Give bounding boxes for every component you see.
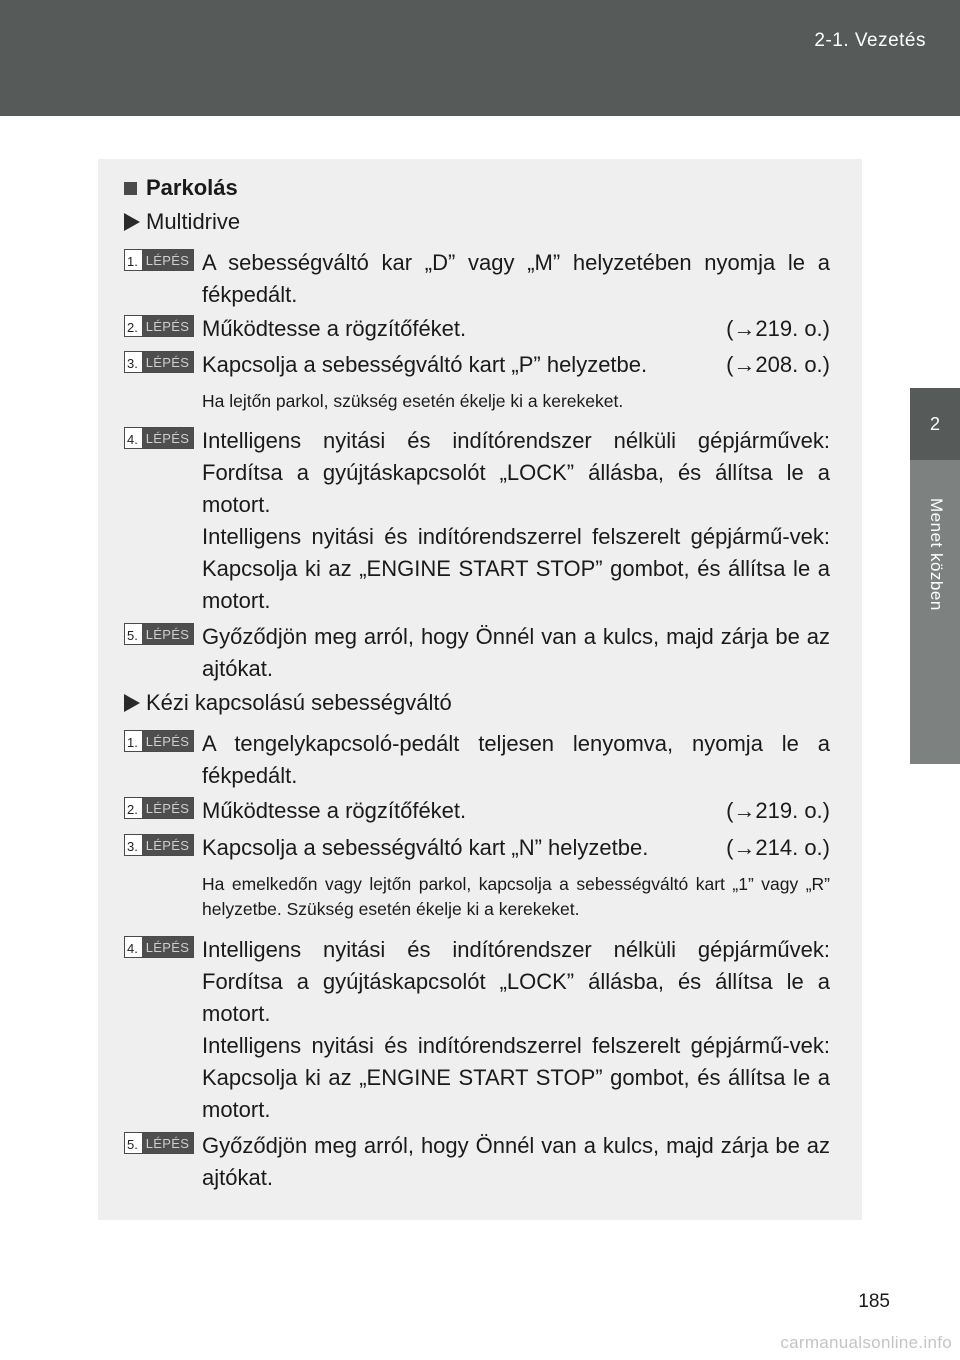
step-5 <box>124 1130 830 1194</box>
step-word: LÉPÉS <box>142 624 193 644</box>
step-text-main: Kapcsolja a sebességváltó kart „P” helyzetbe. <box>202 352 648 377</box>
step-word: LÉPÉS <box>142 316 193 336</box>
step-text: Intelligens nyitási és indítórendszer nélküli gépjárművek: Fordítsa a gyújtáskapcsolót „LOCK” állásba, és állítsa le a motort. <box>202 937 830 1026</box>
step-number: 5. <box>127 628 138 643</box>
page-number: 185 <box>858 1291 890 1312</box>
chapter-number: 2 <box>929 413 940 434</box>
chapter-tab <box>910 388 960 460</box>
step-text-main: Működtesse a rögzítőféket. <box>202 798 467 823</box>
step-text <box>202 795 830 827</box>
step-text: Intelligens nyitási és indítórendszer nélküli gépjárművek: Fordítsa a gyújtáskapcsolót „LOCK” állásba, és állítsa le a motort. <box>202 428 830 517</box>
square-bullet-icon <box>124 182 137 195</box>
step-text: A sebességváltó kar „D” vagy „M” helyzetében nyomja le a fékpedált. <box>202 250 830 307</box>
step-number: 3. <box>127 839 138 854</box>
step-number: 4. <box>127 432 138 447</box>
subsection-label: Multidrive <box>146 209 241 234</box>
step-text-secondary: Intelligens nyitási és indítórendszerrel felszerelt gépjármű-vek: Kapcsolja ki az „ENGINE START STOP” gombot, és állítsa le a motort. <box>202 524 830 613</box>
page-reference: (→208. o.) <box>726 352 830 377</box>
step-word: LÉPÉS <box>142 798 193 818</box>
content-box <box>98 159 862 1220</box>
step-word: LÉPÉS <box>142 428 193 448</box>
step-word: LÉPÉS <box>142 835 193 855</box>
triangle-bullet-icon <box>124 694 140 712</box>
step-number: 1. <box>127 254 138 269</box>
step-number: 4. <box>127 941 138 956</box>
step-word: LÉPÉS <box>142 352 193 372</box>
step-badge <box>124 315 194 337</box>
step-2 <box>124 795 830 827</box>
step-text <box>202 832 830 864</box>
step-word: LÉPÉS <box>142 1133 193 1153</box>
section-title <box>124 175 238 201</box>
section-title-text: Parkolás <box>146 175 238 200</box>
step-badge <box>124 1132 194 1154</box>
step-badge <box>124 730 194 752</box>
step-badge <box>124 249 194 271</box>
step-5 <box>124 621 830 685</box>
step-number: 5. <box>127 1137 138 1152</box>
step-number: 2. <box>127 320 138 335</box>
page-reference: (→219. o.) <box>726 316 830 341</box>
step-4 <box>124 425 830 617</box>
page-reference: (→214. o.) <box>726 835 830 860</box>
subsection-manual <box>124 690 452 716</box>
step-number: 1. <box>127 735 138 750</box>
step-word: LÉPÉS <box>142 937 193 957</box>
step-4 <box>124 934 830 1126</box>
step-text-secondary: Intelligens nyitási és indítórendszerrel felszerelt gépjármű-vek: Kapcsolja ki az „ENGINE START STOP” gombot, és állítsa le a motort. <box>202 1033 830 1122</box>
step-text-main: Kapcsolja a sebességváltó kart „N” helyzetbe. <box>202 835 649 860</box>
step-badge <box>124 623 194 645</box>
step-badge <box>124 834 194 856</box>
subsection-label: Kézi kapcsolású sebességváltó <box>146 690 452 715</box>
watermark-text: carmanualsonline.info <box>780 1333 952 1352</box>
step-2 <box>124 313 830 345</box>
step-badge <box>124 427 194 449</box>
step-text-main: Működtesse a rögzítőféket. <box>202 316 467 341</box>
note-text: Ha emelkedőn vagy lejtőn parkol, kapcsolja a sebességváltó kart „1” vagy „R” helyzetbe. Szükség esetén ékelje ki a kerekeket. <box>202 874 830 919</box>
step-text: Győződjön meg arról, hogy Önnél van a kulcs, majd zárja be az ajtókat. <box>202 624 830 681</box>
step-number: 2. <box>127 802 138 817</box>
step-word: LÉPÉS <box>142 250 193 270</box>
step-text: A tengelykapcsoló-pedált teljesen lenyomva, nyomja le a fékpedált. <box>202 731 830 788</box>
step-badge <box>124 797 194 819</box>
page-reference: (→219. o.) <box>726 798 830 823</box>
step-text <box>202 313 830 345</box>
step-badge <box>124 351 194 373</box>
subsection-multidrive <box>124 209 240 235</box>
step-3 <box>124 349 830 381</box>
step-3 <box>124 832 830 864</box>
step-1 <box>124 728 830 792</box>
step-text <box>202 349 830 381</box>
step-word: LÉPÉS <box>142 731 193 751</box>
triangle-bullet-icon <box>124 213 140 231</box>
step-text: Győződjön meg arról, hogy Önnél van a kulcs, majd zárja be az ajtókat. <box>202 1133 830 1190</box>
step-badge <box>124 936 194 958</box>
note-text: Ha lejtőn parkol, szükség esetén ékelje ki a kerekeket. <box>202 391 624 411</box>
step-1 <box>124 247 830 311</box>
header-title: 2-1. Vezetés <box>814 30 926 51</box>
chapter-label: Menet közben <box>927 498 946 611</box>
step-number: 3. <box>127 356 138 371</box>
page-header <box>0 0 960 116</box>
